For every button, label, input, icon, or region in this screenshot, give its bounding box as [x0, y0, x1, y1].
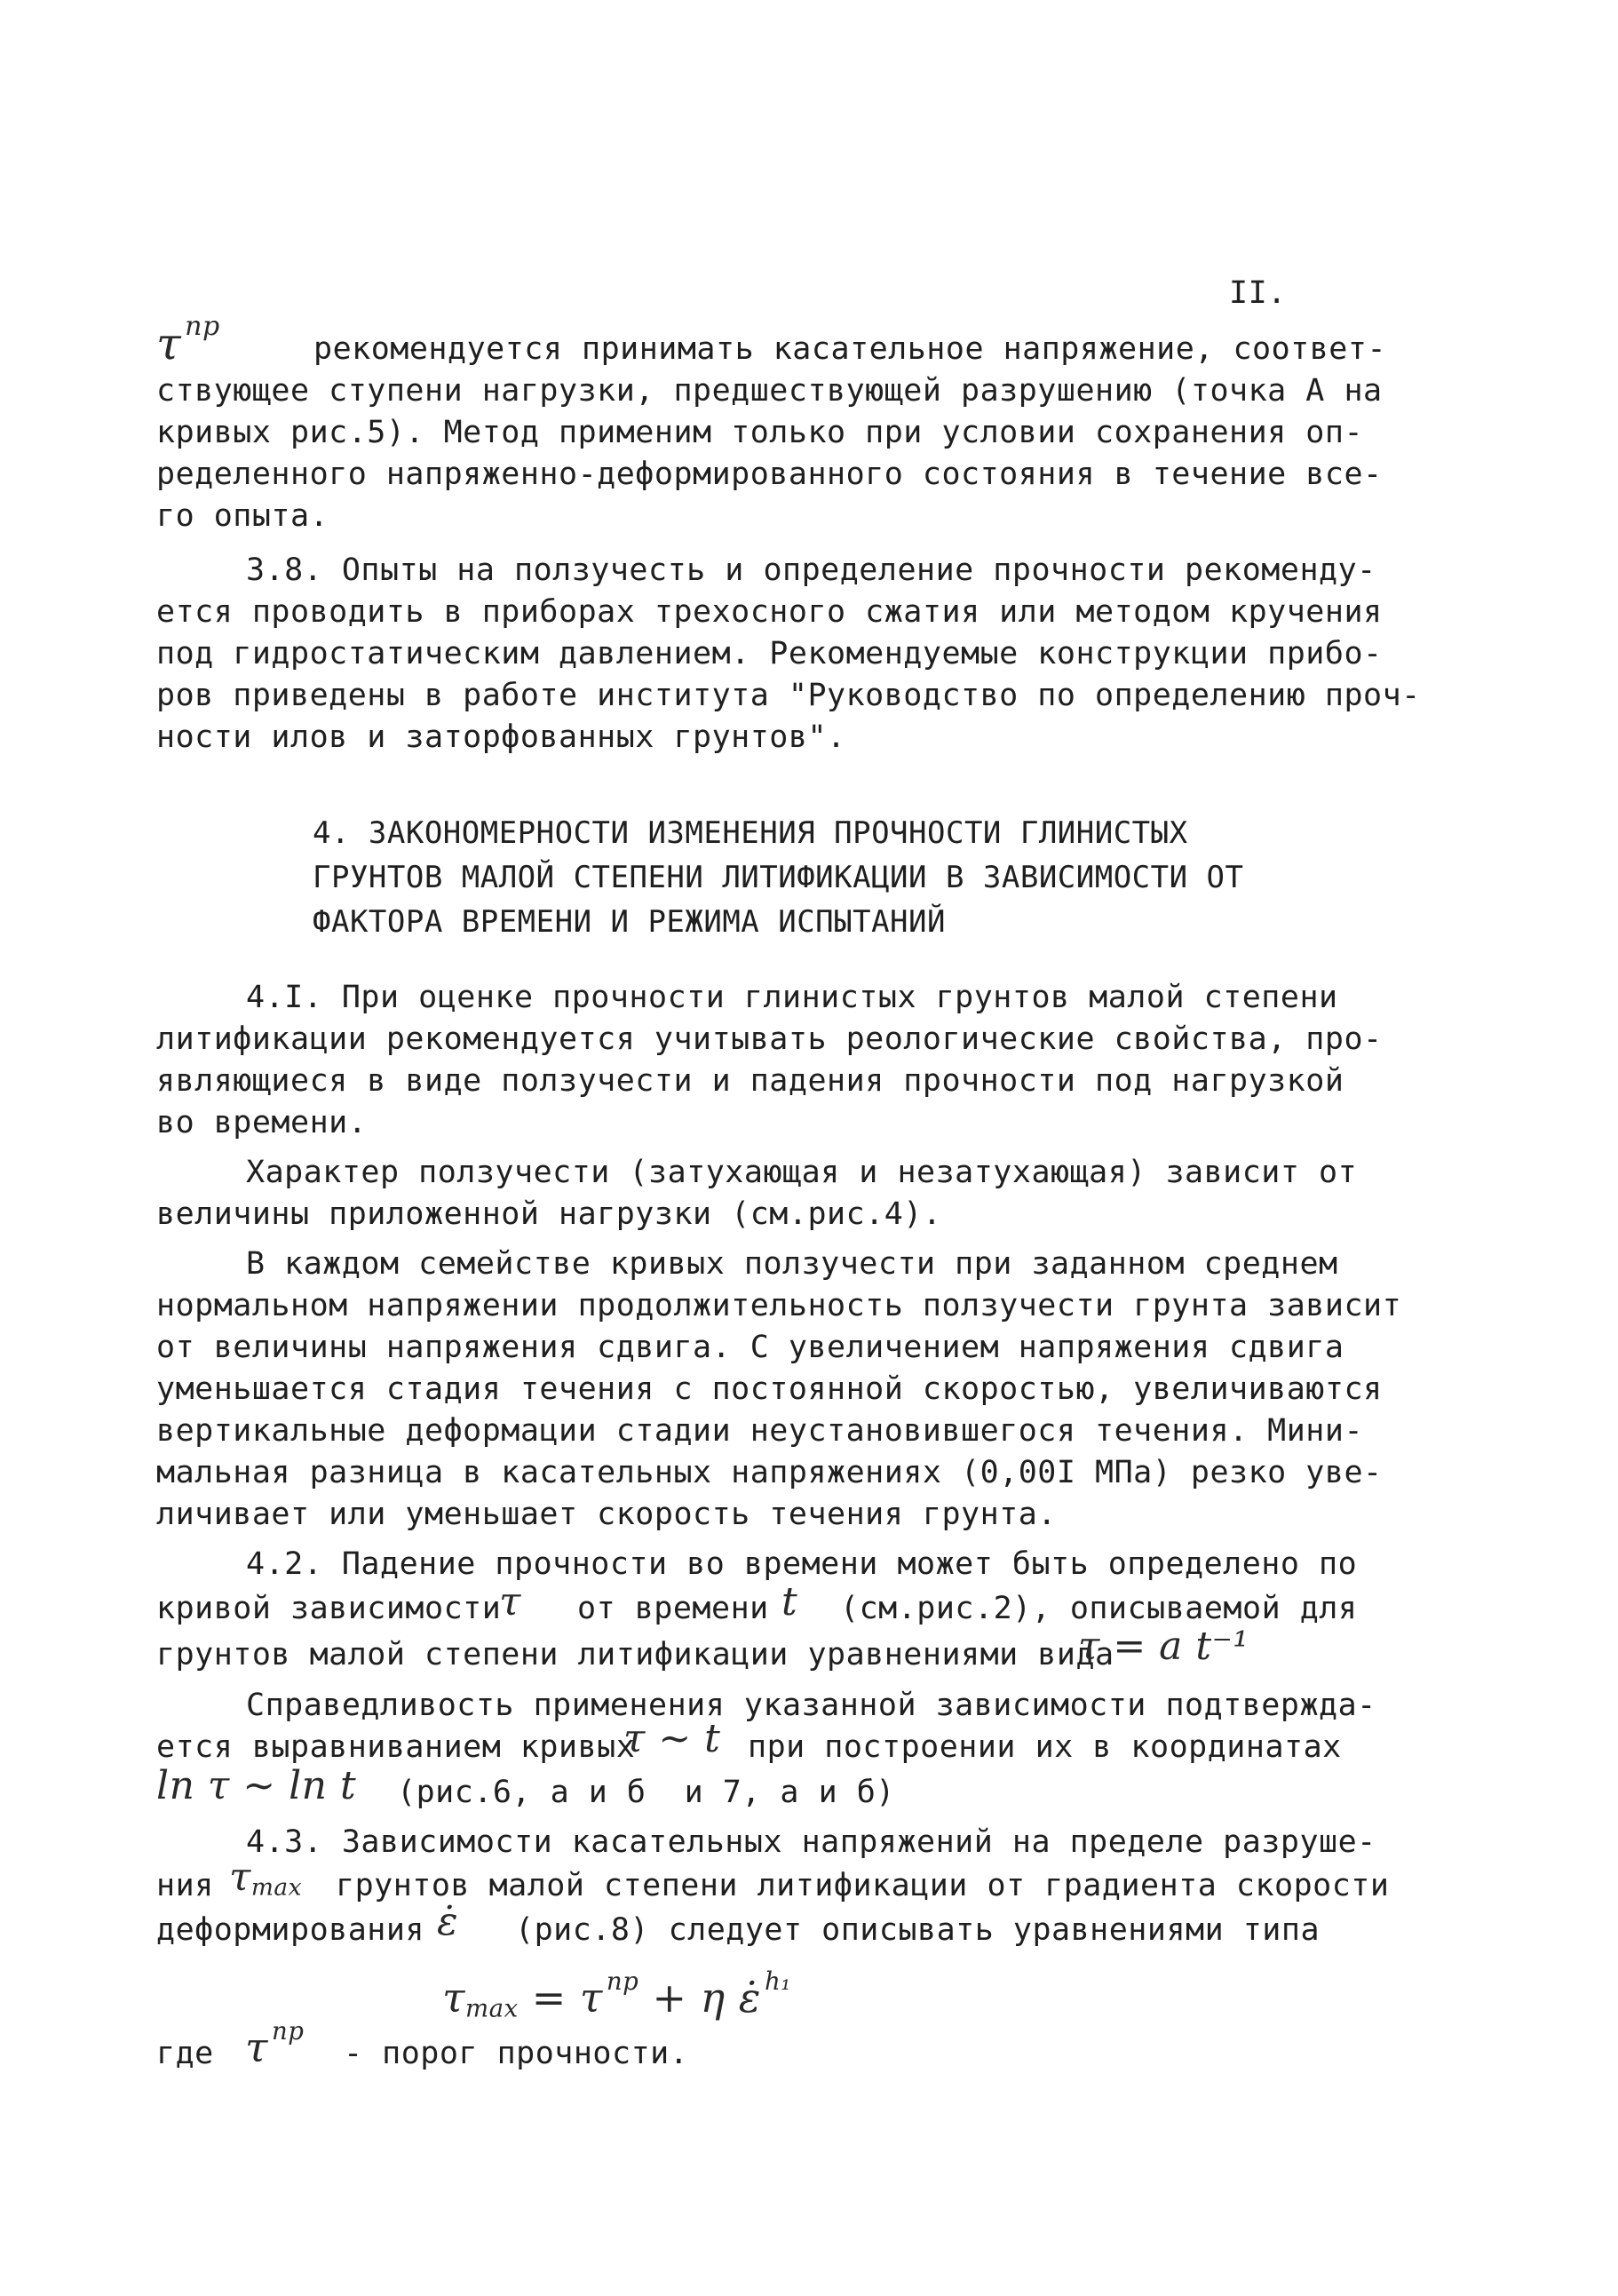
text-line-27: Справедливость применения указанной зависимости подтвержда- [246, 1688, 1376, 1723]
text-line-1: рекомендуется принимать касательное напряжение, соответ- [313, 331, 1387, 367]
text-line-2: ствующее ступени нагрузки, предшествующей разрушению (точка А на [156, 373, 1383, 409]
tau-pr-symbol: τ $^{np}$ [156, 311, 220, 369]
text-line-25c: (см.рис.2), описываемой для [840, 1591, 1358, 1626]
text-line-32a: деформирования [156, 1912, 425, 1948]
text-line-33b: - порог прочности. [344, 2036, 689, 2071]
text-line-14: во времени. [156, 1105, 368, 1140]
text-line-20: уменьшается стадия течения с постоянной скоростью, увеличиваются [156, 1371, 1383, 1407]
main-formula: $\tau_{max} = \tau$ $^{np}$ + η ε̇ $^{h_1}$ [442, 1966, 791, 2023]
text-line-15: Характер ползучести (затухающая и незатухающая) зависит от [246, 1155, 1358, 1190]
text-line-31a: ния [156, 1868, 214, 1903]
text-line-33a: где [156, 2036, 214, 2071]
section-heading-line-3: ФАКТОРА ВРЕМЕНИ И РЕЖИМА ИСПЫТАНИЙ [313, 904, 946, 940]
text-line-13: являющиеся в виде ползучести и падения прочности под нагрузкой [156, 1063, 1344, 1099]
text-line-32b: (рис.8) следует описывать уравнениями типа [515, 1912, 1321, 1948]
text-line-25a: кривой зависимости [156, 1591, 502, 1626]
tau-t-symbol: τ ~ t [623, 1716, 721, 1761]
text-line-8: под гидростатическим давлением. Рекомендуемые конструкции прибо- [156, 636, 1383, 671]
text-line-25b: от времени [577, 1591, 769, 1626]
tau-max-symbol: $\tau_{max}$ [229, 1855, 302, 1902]
ln-tau-ln-t-symbol: ln τ ~ ln t [156, 1763, 357, 1808]
text-line-22: мальная разница в касательных напряжениях (0,00I МПа) резко уве- [156, 1455, 1383, 1490]
text-line-19: от величины напряжения сдвига. С увеличением напряжения сдвига [156, 1330, 1344, 1365]
text-line-4: ределенного напряженно-деформированного состояния в течение все- [156, 457, 1383, 492]
text-line-9: ров приведены в работе института "Руководство по определению проч- [156, 678, 1421, 713]
text-line-16: величины приложенной нагрузки (см.рис.4). [156, 1196, 942, 1232]
text-line-24: 4.2. Падение прочности во времени может быть определено по [246, 1546, 1358, 1582]
text-line-31b: грунтов малой степени литификации от градиента скорости [336, 1868, 1390, 1903]
text-line-17: В каждом семействе кривых ползучести при заданном среднем [246, 1246, 1338, 1282]
text-line-28b: при построении их в координатах [748, 1729, 1342, 1765]
text-line-26: грунтов малой степени литификации уравнениями вида [156, 1637, 1114, 1672]
text-line-30: 4.3. Зависимости касательных напряжений на пределе разруше- [246, 1824, 1376, 1860]
text-line-12: литификации рекомендуется учитывать реологические свойства, про- [156, 1021, 1383, 1057]
text-line-10: ности илов и заторфованных грунтов". [156, 719, 846, 755]
section-heading-line-1: 4. ЗАКОНОМЕРНОСТИ ИЗМЕНЕНИЯ ПРОЧНОСТИ ГЛИНИСТЫХ [313, 815, 1188, 851]
text-line-18: нормальном напряжении продолжительность ползучести грунта зависит [156, 1288, 1402, 1323]
text-line-28a: ется выравниванием кривых [156, 1729, 636, 1765]
text-line-23: личивает или уменьшает скорость течения грунта. [156, 1497, 1057, 1532]
text-line-5: го опыта. [156, 498, 329, 534]
tau-symbol: τ [499, 1579, 521, 1625]
page-number: II. [1229, 275, 1287, 311]
tau-pr-where-symbol: τ $^{np}$ [245, 2016, 305, 2071]
text-line-29: (рис.6, а и б и 7, а и б) [397, 1775, 895, 1810]
text-line-3: кривых рис.5). Метод применим только при условии сохранения оп- [156, 415, 1364, 450]
text-line-11: 4.I. При оценке прочности глинистых грунтов малой степени [246, 980, 1338, 1015]
text-line-21: вертикальные деформации стадии неустановившегося течения. Мини- [156, 1413, 1364, 1449]
section-heading-line-2: ГРУНТОВ МАЛОЙ СТЕПЕНИ ЛИТИФИКАЦИИ В ЗАВИСИМОСТИ ОТ [313, 860, 1244, 895]
text-line-7: ется проводить в приборах трехосного сжатия или методом кручения [156, 594, 1383, 630]
eps-dot-symbol: ε̇ [437, 1899, 459, 1944]
text-line-6: 3.8. Опыты на ползучесть и определение прочности рекоменду- [246, 552, 1376, 588]
t-symbol: t [781, 1579, 798, 1625]
formula-inline-1: τ = a t⁻¹ [1078, 1624, 1249, 1669]
